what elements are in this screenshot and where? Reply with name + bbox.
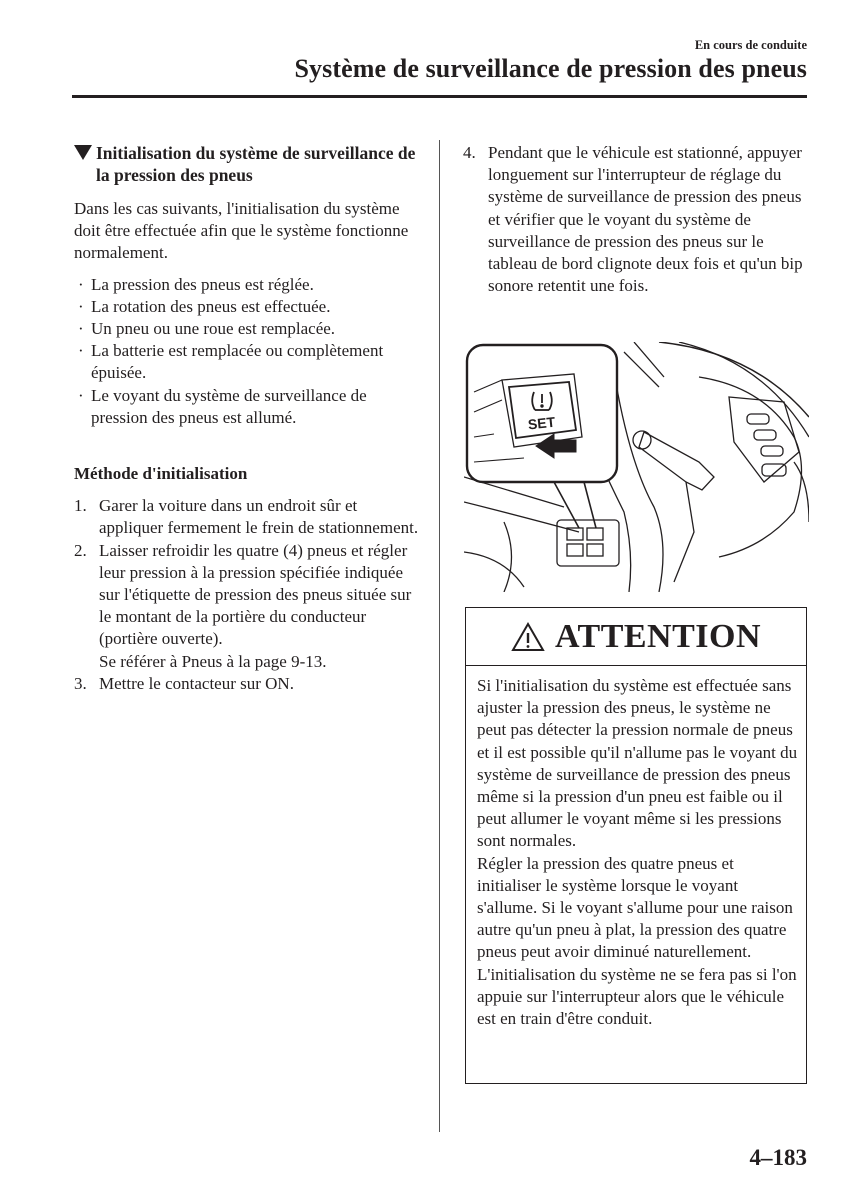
bullet-icon: · <box>78 385 84 405</box>
column-divider <box>439 140 440 1132</box>
intro-paragraph: Dans les cas suivants, l'initialisation du système doit être effectuée afin que le système fonctionne normalement. <box>74 199 409 263</box>
list-item-text: La pression des pneus est réglée. <box>91 274 314 294</box>
step-text: Laisser refroidir les quatre (4) pneus et régler leur pression à la pression spécifiée indiquée sur l'étiquette de pression des pneus située sur le montant de la portière du conducteur (portière ouverte). <box>99 540 412 649</box>
page-title: Système de surveillance de pression des pneus <box>294 54 807 83</box>
warning-triangle-icon <box>511 622 545 652</box>
bullet-icon: · <box>78 319 84 339</box>
attention-box <box>465 607 807 1084</box>
list-item <box>74 296 419 318</box>
set-label: SET <box>527 413 556 433</box>
steps-list <box>74 495 419 695</box>
step-number: 4. <box>463 143 476 162</box>
method-heading: Méthode d'initialisation <box>74 464 248 484</box>
bullet-icon: · <box>78 296 84 316</box>
step-number: 2. <box>74 540 87 560</box>
step-item <box>74 495 419 539</box>
header-section-label: En cours de conduite <box>694 38 807 52</box>
steps-list-continued <box>463 142 808 297</box>
attention-title: ATTENTION <box>554 617 762 655</box>
list-item <box>74 385 419 429</box>
list-item-text: La batterie est remplacée ou complètement épuisée. <box>91 341 384 383</box>
bullet-icon: · <box>78 341 84 361</box>
set-switch-illustration <box>464 342 809 592</box>
step-number: 1. <box>74 496 87 516</box>
list-item <box>74 340 419 384</box>
step-item <box>463 142 808 297</box>
list-item-text: Un pneu ou une roue est remplacée. <box>91 319 336 339</box>
bullet-icon: · <box>78 274 84 294</box>
left-column <box>74 142 419 695</box>
section-heading <box>74 142 419 186</box>
conditions-list <box>74 274 419 429</box>
attention-paragraph: Si l'initialisation du système est effectuée sans ajuster la pression des pneus, le système ne peut pas détecter la pression normale de pneus et il est possible qu'il n'allume pas le voyant du système de surveillance de pression des pneus même si la pression d'un pneu est faible ou il peut allumer le voyant même si les pressions sont normales. <box>477 676 798 851</box>
step-item <box>74 673 419 695</box>
step-text: Mettre le contacteur sur ON. <box>99 673 294 693</box>
list-item <box>74 274 419 296</box>
list-item-text: La rotation des pneus est effectuée. <box>91 296 331 316</box>
attention-header <box>466 608 806 666</box>
page-number: 4–183 <box>749 1145 807 1170</box>
step-reference: Se référer à Pneus à la page 9-13. <box>99 651 327 671</box>
list-item <box>74 318 419 340</box>
step-number: 3. <box>74 673 87 693</box>
attention-paragraph: L'initialisation du système ne se fera pas si l'on appuie sur l'interrupteur alors que le véhicule est en train d'être conduit. <box>477 964 797 1029</box>
step-text: Garer la voiture dans un endroit sûr et appliquer fermement le frein de stationnement. <box>99 496 419 538</box>
attention-paragraph: Régler la pression des quatre pneus et initialiser le système lorsque le voyant s'allume. Si le voyant s'allume pour une raison autre qu'un pneu à plat, la pression des quatre pneus peut avoir diminué naturellement. <box>477 853 793 962</box>
section-triangle-icon <box>74 145 92 160</box>
header-divider <box>72 95 807 98</box>
section-heading-text: Initialisation du système de surveillance de la pression des pneus <box>96 143 416 185</box>
list-item-text: Le voyant du système de surveillance de pression des pneus est allumé. <box>91 385 367 427</box>
attention-body <box>477 675 798 1030</box>
step-text: Pendant que le véhicule est stationné, appuyer longuement sur l'interrupteur de réglage du système de surveillance de pression des pneus et vérifier que le voyant du système de surveillance de pression des pneus sur le tableau de bord clignote deux fois et qu'un bip sonore retentit une fois. <box>488 143 803 296</box>
right-column <box>463 142 808 297</box>
step-item <box>74 540 419 673</box>
